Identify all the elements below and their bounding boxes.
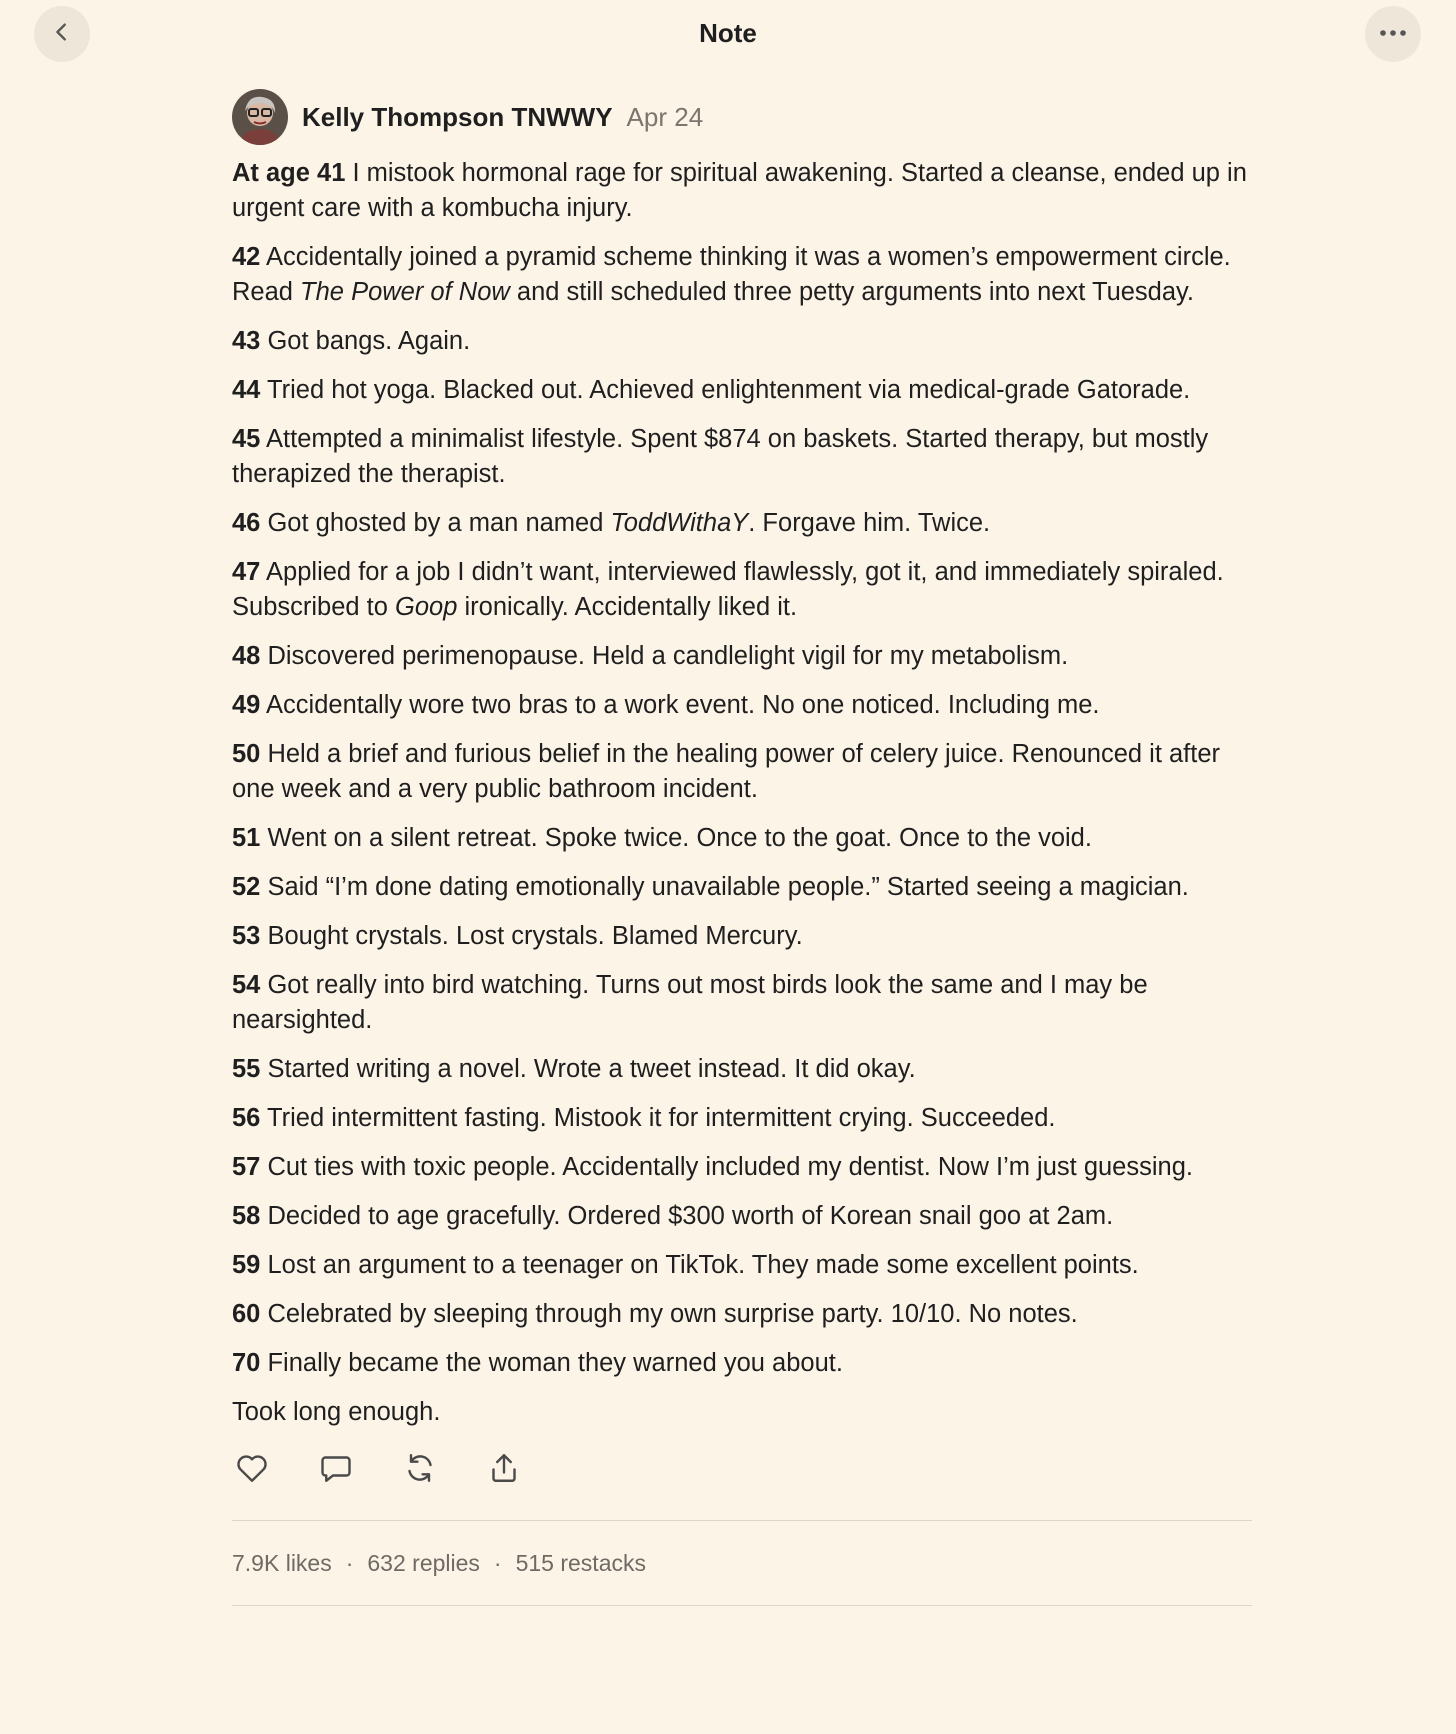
- replies-count[interactable]: 632 replies: [367, 1549, 480, 1576]
- top-bar: [0, 0, 1456, 66]
- engagement-stats: [232, 1521, 1252, 1605]
- author-name[interactable]: Kelly Thompson TNWWY: [302, 101, 613, 132]
- paragraph-46: 46 Got ghosted by a man named ToddWithaY. Forgave him. Twice.: [232, 509, 991, 537]
- restack-button[interactable]: [400, 1450, 440, 1490]
- paragraph-70: 70 Finally became the woman they warned you about.: [232, 1349, 843, 1377]
- paragraph-49: 49 Accidentally wore two bras to a work event. No one noticed. Including me.: [232, 691, 1100, 719]
- post-date: Apr 24: [626, 101, 704, 132]
- action-bar: [232, 1448, 1252, 1492]
- share-button[interactable]: [484, 1450, 524, 1490]
- paragraph-51: 51 Went on a silent retreat. Spoke twice. Once to the goat. Once to the void.: [232, 824, 1092, 852]
- like-button[interactable]: [232, 1450, 272, 1490]
- comment-icon: [318, 1450, 354, 1491]
- note-body: [232, 156, 1252, 1430]
- heart-icon: [234, 1450, 270, 1491]
- paragraph-59: 59 Lost an argument to a teenager on TikTok. They made some excellent points.: [232, 1251, 1139, 1279]
- ellipsis-icon: [1379, 25, 1407, 43]
- paragraph-47: 47 Applied for a job I didn’t want, interviewed flawlessly, got it, and immediately spiraled. Subscribed to Goop ironically. Accidentally liked it.: [232, 558, 1224, 621]
- paragraph-58: 58 Decided to age gracefully. Ordered $300 worth of Korean snail goo at 2am.: [232, 1202, 1114, 1230]
- reply-button[interactable]: [316, 1450, 356, 1490]
- paragraph-57: 57 Cut ties with toxic people. Accidentally included my dentist. Now I’m just guessing.: [232, 1153, 1193, 1181]
- paragraph-56: 56 Tried intermittent fasting. Mistook it for intermittent crying. Succeeded.: [232, 1104, 1056, 1132]
- avatar[interactable]: [232, 89, 288, 145]
- paragraph-50: 50 Held a brief and furious belief in the healing power of celery juice. Renounced it after one week and a very public bathroom incident.: [232, 740, 1221, 803]
- paragraph-53: 53 Bought crystals. Lost crystals. Blamed Mercury.: [232, 922, 803, 950]
- divider: [232, 1605, 1252, 1606]
- paragraph-42: 42 Accidentally joined a pyramid scheme thinking it was a women’s empowerment circle. Read The Power of Now and still scheduled three petty arguments into next Tuesday.: [232, 243, 1231, 306]
- paragraph-41: At age 41 I mistook hormonal rage for spiritual awakening. Started a cleanse, ended up in urgent care with a kombucha injury.: [232, 159, 1247, 222]
- note-content: [232, 88, 1252, 1606]
- paragraph-44: 44 Tried hot yoga. Blacked out. Achieved enlightenment via medical-grade Gatorade.: [232, 376, 1191, 404]
- page-title: Note: [699, 18, 757, 48]
- separator: ·: [493, 1549, 502, 1576]
- paragraph-52: 52 Said “I’m done dating emotionally unavailable people.” Started seeing a magician.: [232, 873, 1189, 901]
- paragraph-43: 43 Got bangs. Again.: [232, 327, 471, 355]
- paragraph-55: 55 Started writing a novel. Wrote a tweet instead. It did okay.: [232, 1055, 916, 1083]
- likes-count[interactable]: 7.9K likes: [232, 1549, 332, 1576]
- restacks-count[interactable]: 515 restacks: [515, 1549, 646, 1576]
- author-row: [232, 88, 1252, 146]
- paragraph-60: 60 Celebrated by sleeping through my own surprise party. 10/10. No notes.: [232, 1300, 1078, 1328]
- paragraph-48: 48 Discovered perimenopause. Held a candlelight vigil for my metabolism.: [232, 642, 1069, 670]
- paragraph-45: 45 Attempted a minimalist lifestyle. Spent $874 on baskets. Started therapy, but mostly therapized the therapist.: [232, 425, 1209, 488]
- paragraph-54: 54 Got really into bird watching. Turns out most birds look the same and I may be nearsighted.: [232, 971, 1148, 1034]
- share-icon: [486, 1450, 522, 1491]
- closing-line: Took long enough.: [232, 1398, 441, 1426]
- more-options-button[interactable]: [1365, 6, 1421, 62]
- separator: ·: [345, 1549, 354, 1576]
- restack-icon: [402, 1450, 438, 1491]
